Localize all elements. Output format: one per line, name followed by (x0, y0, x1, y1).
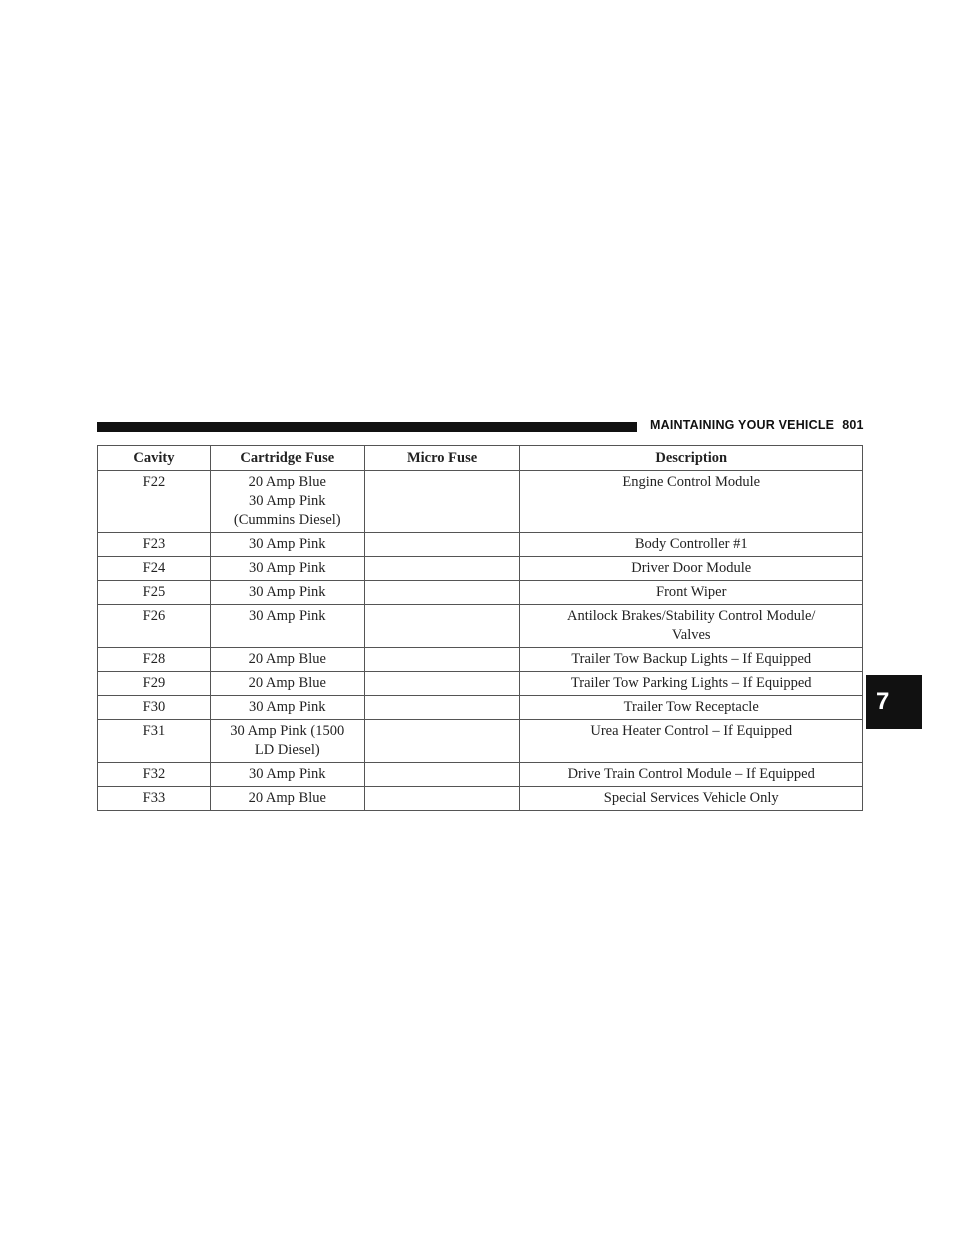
cartridge-fuse-cell: 30 Amp Pink (210, 533, 364, 557)
header-rule-bar (97, 422, 637, 432)
cartridge-fuse-cell: 30 Amp Pink (210, 763, 364, 787)
table-row (98, 720, 863, 763)
description-cell: Front Wiper (520, 581, 863, 605)
micro-fuse-cell (364, 533, 520, 557)
chapter-number: 7 (876, 688, 890, 715)
description-cell: Special Services Vehicle Only (520, 787, 863, 811)
cavity-cell: F24 (98, 557, 211, 581)
column-header-micro-fuse: Micro Fuse (364, 446, 520, 471)
micro-fuse-cell (364, 605, 520, 648)
description-cell: Engine Control Module (520, 471, 863, 533)
cartridge-fuse-cell: 30 Amp Pink (210, 581, 364, 605)
micro-fuse-cell (364, 787, 520, 811)
cartridge-fuse-cell: 30 Amp Pink (210, 557, 364, 581)
micro-fuse-cell (364, 720, 520, 763)
micro-fuse-cell (364, 471, 520, 533)
cavity-cell: F23 (98, 533, 211, 557)
cavity-cell: F28 (98, 648, 211, 672)
cavity-cell: F22 (98, 471, 211, 533)
table-row (98, 648, 863, 672)
cartridge-fuse-cell (210, 720, 364, 763)
section-title: MAINTAINING YOUR VEHICLE (650, 418, 835, 432)
table-row (98, 787, 863, 811)
description-text: Antilock Brakes/Stability Control Module/ Valves (566, 608, 816, 643)
column-header-cavity: Cavity (98, 446, 211, 471)
description-cell: Body Controller #1 (520, 533, 863, 557)
description-cell: Urea Heater Control – If Equipped (520, 720, 863, 763)
table-row (98, 581, 863, 605)
table-row (98, 557, 863, 581)
description-cell: Trailer Tow Parking Lights – If Equipped (520, 672, 863, 696)
micro-fuse-cell (364, 763, 520, 787)
cartridge-fuse-cell: 30 Amp Pink (210, 696, 364, 720)
cartridge-fuse-cell: 20 Amp Blue (210, 672, 364, 696)
table-row (98, 471, 863, 533)
micro-fuse-cell (364, 557, 520, 581)
cartridge-fuse-cell: 20 Amp Blue (210, 648, 364, 672)
cartridge-fuse-cell: 20 Amp Blue (210, 787, 364, 811)
fuse-table (97, 445, 863, 811)
micro-fuse-cell (364, 672, 520, 696)
micro-fuse-cell (364, 648, 520, 672)
cavity-cell: F26 (98, 605, 211, 648)
table-row (98, 672, 863, 696)
description-cell: Trailer Tow Backup Lights – If Equipped (520, 648, 863, 672)
description-cell: Trailer Tow Receptacle (520, 696, 863, 720)
table-row (98, 696, 863, 720)
page-number: 801 (842, 418, 864, 432)
cartridge-fuse-cell (210, 471, 364, 533)
cartridge-fuse-text: 20 Amp Blue 30 Amp Pink (Cummins Diesel) (233, 474, 341, 528)
cartridge-fuse-text: 30 Amp Pink (1500 LD Diesel) (230, 723, 345, 758)
micro-fuse-cell (364, 581, 520, 605)
cavity-cell: F30 (98, 696, 211, 720)
description-cell: Drive Train Control Module – If Equipped (520, 763, 863, 787)
table-row (98, 605, 863, 648)
chapter-tab (866, 675, 922, 729)
cavity-cell: F31 (98, 720, 211, 763)
cavity-cell: F29 (98, 672, 211, 696)
description-cell: Driver Door Module (520, 557, 863, 581)
cavity-cell: F32 (98, 763, 211, 787)
running-header (650, 418, 865, 432)
table-row (98, 533, 863, 557)
table-header-row (98, 446, 863, 471)
table-body (98, 471, 863, 811)
cavity-cell: F25 (98, 581, 211, 605)
table-row (98, 763, 863, 787)
micro-fuse-cell (364, 696, 520, 720)
cartridge-fuse-cell: 30 Amp Pink (210, 605, 364, 648)
cavity-cell: F33 (98, 787, 211, 811)
column-header-cartridge-fuse: Cartridge Fuse (210, 446, 364, 471)
column-header-description: Description (520, 446, 863, 471)
description-cell (520, 605, 863, 648)
